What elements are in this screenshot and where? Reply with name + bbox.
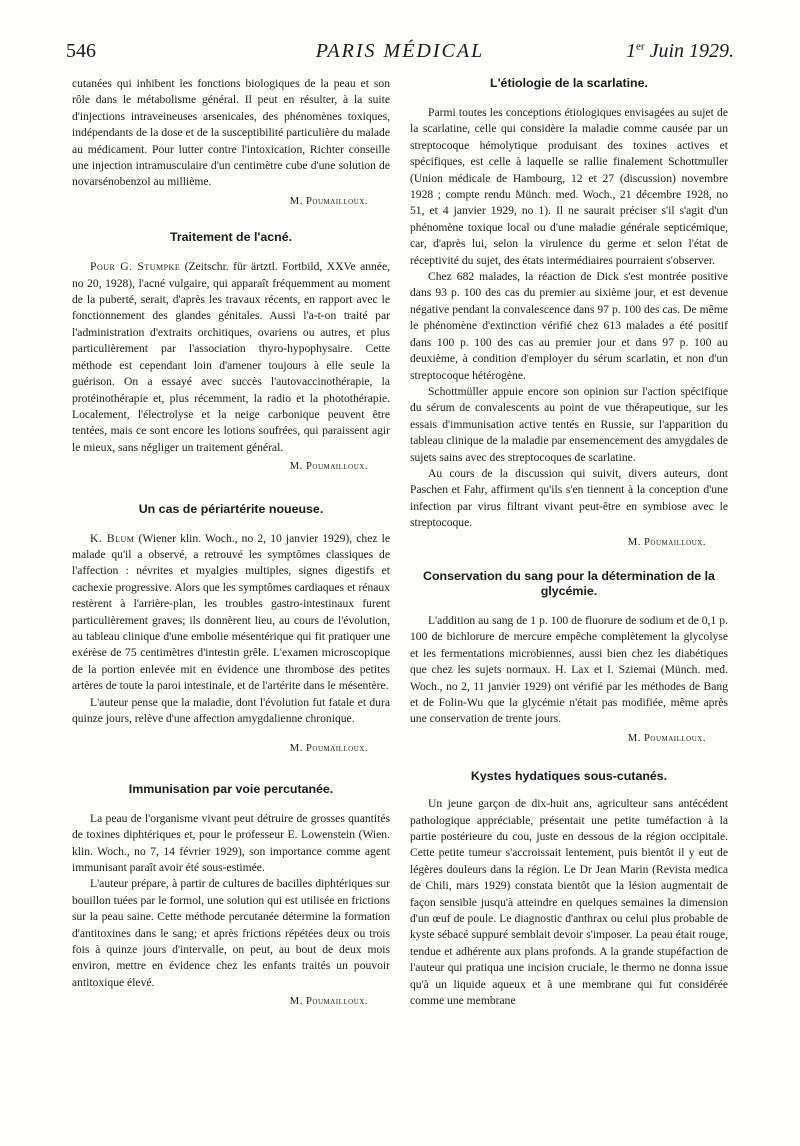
scarlatine-paragraph-1: Parmi toutes les conceptions étiologiques envisagées au sujet de la scarlatine, celle qui considère la maladie comme causée par un streptocoque hémolytique produisant des toxines actives et spécifiques, est celle à laquelle se rallie finalement Schottmuller (Union médicale de Hambourg, 12 et 27 (discussion) novembre 1928 ; compte rendu Münch. med. Woch., 21 décembre 1928, no 51, et 4 janvier 1929, no 1). Il ne saurait préciser s'il s'agit d'un phénomène toxique local ou d'une maladie générale septicémique, car, d'après lui, selon la virulence du germe et selon l'état de réceptivité du sujet, des états intermédiaires pourraient s'observer. xyxy=(410,106,728,267)
acne-paragraph: Pour G. Stumpke (Zeitschr. für ärtztl. Fortbild, XXVe année, no 20, 1928), l'acné vulgaire, qui apparaît fréquemment au moment de la puberté, serait, d'après les travaux récents, en rapport avec le fonctionnement des glandes génitales. Aussi l'a-t-on traité par l'administration d'extraits orchitiques, ovariens ou autres, et plus particulièrement par l'association thyro-hypophysaire. Cette méthode est cependant loin d'amener toujours à elle seule la guérison. On a essayé avec succès l'autovaccinothérapie, la protéinothérapie et, plus récemment, la radio et la photothérapie. Localement, l'électrolyse et la neige carbonique peuvent être tentées, mais ce sont encore les lotions soufrées, qui paraissent agir le mieux, sans négliger un traitement général. xyxy=(72,260,390,454)
journal-title: PARIS MÉDICAL xyxy=(315,40,485,62)
section-title-periarterite: Un cas de périartérite noueuse. xyxy=(138,501,324,516)
right-column xyxy=(410,76,728,1010)
signature: M. Poumailloux. xyxy=(289,195,368,207)
immunisation-paragraph-2: L'auteur prépare, à partir de cultures de bacilles diphtériques sur bouillon tuées par le formol, une solution qui est utilisée en frictions sur la peau saine. Cette méthode percutanée détermine la formation d'antitoxines dans le sang; et après frictions répétées deux ou trois fois à quinze jours d'intervalle, on peut, au bout de deux mois environ, mettre en évidence chez les enfants traités un pouvoir antitoxique élevé. xyxy=(72,877,390,989)
section-title-kystes: Kystes hydatiques sous-cutanés. xyxy=(470,769,668,784)
page-header xyxy=(66,38,734,68)
section-title-conservation: Conservation du sang pour la détermination de la glycémie. xyxy=(423,568,715,598)
page-number: 546 xyxy=(66,40,96,62)
section-title-immunisation: Immunisation par voie percutanée. xyxy=(128,781,334,796)
issue-date: 1er Juin 1929. xyxy=(626,40,734,62)
signature: M. Poumailloux. xyxy=(627,536,706,548)
section-title-scarlatine: L'étiologie de la scarlatine. xyxy=(490,76,648,90)
scarlatine-paragraph-4: Au cours de la discussion qui suivit, divers auteurs, dont Paschen et Fahr, affirment qu'ils s'en tiennent à la conception d'une infection par virus filtrant vivant peut-être en symbiose avec le streptocoque. xyxy=(410,466,728,530)
scarlatine-paragraph-2: Chez 682 malades, la réaction de Dick s'est montrée positive dans 93 p. 100 des cas du premier au sixième jour, et est devenue négative pendant la convalescence dans 97 p. 100 des cas. De même le phénomène d'extinction vérifié chez 613 malades a été positif dans 100 p. 100 des cas au premier jour et dans 97 p. 100 au deuxième, à condition d'employer du sérum scarlatin, et non d'un streptocoque hétérogène. xyxy=(410,270,728,382)
scarlatine-paragraph-3: Schottmüller appuie encore son opinion sur l'action spécifique du sérum de convalescents au point de vue thérapeutique, sur les essais d'immunisation active tentés en Russie, sur l'apparition du tableau clinique de la maladie par ensemencement des amygdales de sujets sains avec des streptocoques de scarlatine. xyxy=(410,384,728,464)
intro-paragraph: cutanées qui inhibent les fonctions biologiques de la peau et son rôle dans le métabolisme général. Il peut en résulter, à la suite d'injections intraveineuses arsenicales, des phénomènes toxiques, indépendants de la dose et de la susceptibilité particulière du malade au médicament. Pour lutter contre l'intoxication, Richter conseille une injection intramusculaire d'un centimètre cube d'une solution de novarsénobenzol au millième. xyxy=(72,77,390,189)
signature: M. Poumailloux. xyxy=(289,461,368,473)
section-title-acne: Traitement de l'acné. xyxy=(169,230,293,245)
signature: M. Poumailloux. xyxy=(289,996,368,1008)
periarterite-paragraph-2: L'auteur pense que la maladie, dont l'évolution fut fatale et dura quinze jours, relève d'une affection amygdalienne chronique. xyxy=(72,695,390,725)
immunisation-paragraph-1: La peau de l'organisme vivant peut détruire de grosses quantités de toxines diphtériques et, pour le professeur E. Lowenstein (Wien. klin. Woch., no 7, 14 février 1929), son importance comme agent immunisant paraît avoir été sous-estimée. xyxy=(72,811,390,875)
signature: M. Poumailloux. xyxy=(289,743,368,755)
signature: M. Poumailloux. xyxy=(627,732,706,744)
left-column xyxy=(72,76,390,1011)
conservation-paragraph: L'addition au sang de 1 p. 100 de fluorure de sodium et de 0,1 p. 100 de bichlorure de mercure empêche complètement la glycolyse et les fermentations microbiennes, aussi bien chez les diabétiques que chez les sujets normaux. H. Lax et I. Sziemai (Münch. med. Woch., no 2, 11 janvier 1929) ont vérifié par les méthodes de Bang et de Folin-Wu que la glycémie n'était pas modifiée, même après une conservation de trente jours. xyxy=(410,613,728,726)
periarterite-paragraph: K. Blum (Wiener klin. Woch., no 2, 10 janvier 1929), chez le malade qu'il a observé, a retrouvé les symptômes classiques de l'affection : névrites et myalgies multiples, signes digestifs et cachexie progressive. Alors que les symptômes cardiaques et rénaux restèrent à l'arrière-plan, les troubles gastro-intestinaux furent particulièrement graves; ils donnèrent lieu, au cours de l'évolution, au tableau clinique d'une embolie mésentérique qui fit pratiquer une exérèse de 75 centimètres d'intestin grêle. L'examen microscopique de la portion enlevée mit en évidence une thrombose des petites artères de toute la paroi intestinale, et de l'artérite dans le mésentère. xyxy=(72,531,390,693)
kystes-paragraph: Un jeune garçon de dix-huit ans, agriculteur sans antécédent pathologique appréciable, présentait une petite tuméfaction à la partie postérieure du cou, juste en dessous de la région occipitale. Cette petite tumeur s'accroissait lentement, puis bientôt il y eut de légères douleurs dans la région. Le Dr Jean Marin (Revista medica de Chili, mars 1929) constata bientôt que la lésion augmentait de façon sensible jusqu'à atteindre en quelques semaines la dimension d'un œuf de poule. Le diagnostic d'anthrax ou celui plus probable de kyste sébacé suppuré semblait devoir s'imposer. La peau était rouge, tendue et adhérente aux plans profonds. A la grande stupéfaction de l'auteur qui pratiqua une incision cruciale, le thermo ne donna issue qu'à un liquide aqueux et à une membrane qui fut considérée comme une membrane xyxy=(410,797,728,1008)
